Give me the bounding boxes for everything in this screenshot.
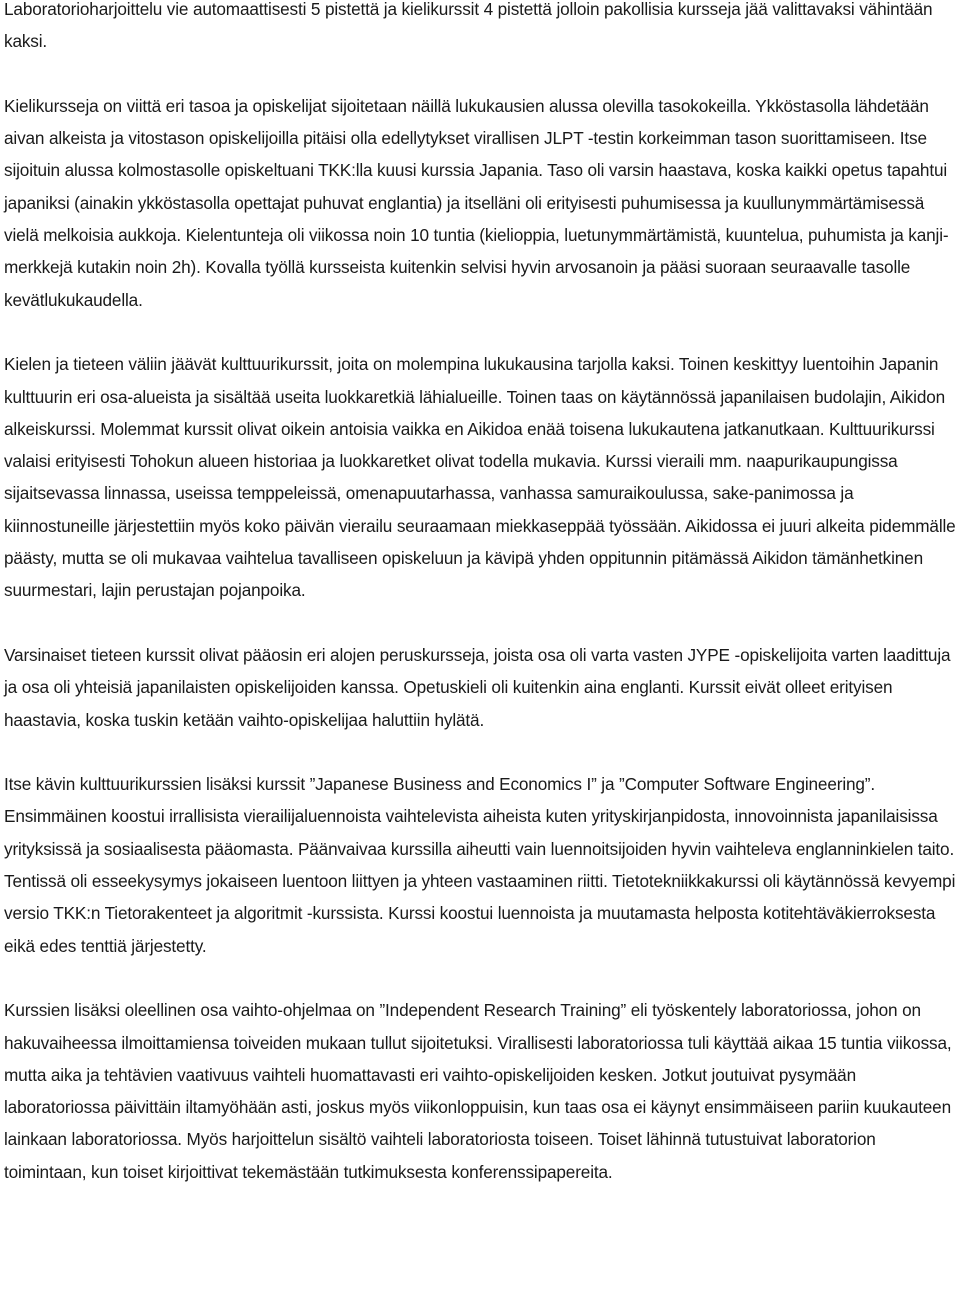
paragraph-language-courses: Kielikursseja on viittä eri tasoa ja opiskelijat sijoitetaan näillä lukukausien alussa olevilla tasokokeilla. Ykköstasolla lähdetään aivan alkeista ja vitostason opiskelijoilla pitäisi olla edellytykset virallisen JLPT -testin korkeimman tason suorittamiseen. Itse sijoituin alussa kolmostasolle opiskeltuani TKK:lla kuusi kurssia Japania. Taso oli varsin haastava, koska kaikki opetus tapahtui japaniksi (ainakin ykköstasolla opettajat puhuvat englantia) ja itselläni oli erityisesti puhumisessa ja kuullunymmärtämisessä vielä melkoisia aukkoja. Kielentunteja oli viikossa noin 10 tuntia (kielioppia, luetunymmärtämistä, kuuntelua, puhumista ja kanji-merkkejä kutakin noin 2h). Kovalla työllä kursseista kuitenkin selvisi hyvin arvosanoin ja pääsi suoraan seuraavalle tasolle kevätlukukaudella.: [4, 95, 949, 310]
document-body: [4, 0, 956, 1220]
paragraph-culture-courses: Kielen ja tieteen väliin jäävät kulttuurikurssit, joita on molempina lukukausina tarjolla kaksi. Toinen keskittyy luentoihin Japanin kulttuurin eri osa-alueista ja sisältää useita luokkaretkiä lähialueille. Toinen taas on käytännössä japanilaisen budolajin, Aikidon alkeiskurssi. Molemmat kurssit olivat oikein antoisia vaikka en Aikidoa enää toisena lukukautena jatkanutkaan. Kulttuurikurssi valaisi erityisesti Tohokun alueen historiaa ja luokkaretket olivat todella mukavia. Kurssi vieraili mm. naapurikaupungissa sijaitsevassa linnassa, useissa temppeleissä, omenapuutarhassa, vanhassa samuraikoulussa, sake-panimossa ja kiinnostuneille järjestettiin myös koko päivän vierailu seuraamaan miekkaseppää työssään. Aikidossa ei juuri alkeita pidemmälle päästy, mutta se oli mukavaa vaihtelua tavalliseen opiskeluun ja kävipä yhden oppitunnin pitämässä Aikidon tämänhetkinen suurmestari, lajin perustajan pojanpoika.: [4, 354, 956, 601]
paragraph-own-courses: Itse kävin kulttuurikurssien lisäksi kurssit ”Japanese Business and Economics I” ja ”Computer Software Engineering”. Ensimmäinen koostui irrallisista vierailijaluennoista vaihtelevista aiheista kuten yrityskirjanpidosta, innovoinnista japanilaisissa yrityksissä ja sosiaalisesta pääomasta. Päänvaivaa kurssilla aiheutti vain luennoitsijoiden hyvin vaihteleva englanninkielen taito. Tentissä oli esseekysymys jokaiseen luentoon liittyen ja yhteen vastaaminen riitti. Tietotekniikkakurssi oli käytännössä kevyempi versio TKK:n Tietorakenteet ja algoritmit -kurssista. Kurssi koostui luennoista ja muutamasta helposta kotitehtäväkierroksesta eikä edes tenttiä järjestetty.: [4, 774, 956, 956]
paragraph-research-training: Kurssien lisäksi oleellinen osa vaihto-ohjelmaa on ”Independent Research Training” eli työskentely laboratoriossa, johon on hakuvaiheessa ilmoittamiensa toiveiden mukaan tullut sijoitetuksi. Virallisesti laboratoriossa tuli käyttää aikaa 15 tuntia viikossa, mutta aika ja tehtävien vaativuus vaihteli huomattavasti eri vaihto-opiskelijoiden kesken. Jotkut joutuivat pysymään laboratoriossa päivittäin iltamyöhään asti, joskus myös viikonloppuisin, kun taas osa ei käynyt ensimmäiseen pariin kuukauteen lainkaan laboratoriossa. Myös harjoittelun sisältö vaihteli laboratoriosta toiseen. Toiset lähinnä tutustuivat laboratorion toimintaan, kun toiset kirjoittivat tekemästään tutkimuksesta konferenssipapereita.: [4, 1000, 952, 1182]
paragraph-science-courses: Varsinaiset tieteen kurssit olivat pääosin eri alojen peruskursseja, joista osa oli varta vasten JYPE -opiskelijoita varten laadittuja ja osa oli yhteisiä japanilaisten opiskelijoiden kanssa. Opetuskieli oli kuitenkin aina englanti. Kurssit eivät olleet erityisen haastavia, koska tuskin ketään vaihto-opiskelijaa haluttiin hylätä.: [4, 644, 951, 730]
paragraph-credits: Laboratorioharjoittelu vie automaattisesti 5 pistettä ja kielikurssit 4 pistettä jolloin pakollisia kursseja jää valittavaksi vähintään kaksi.: [4, 0, 933, 52]
